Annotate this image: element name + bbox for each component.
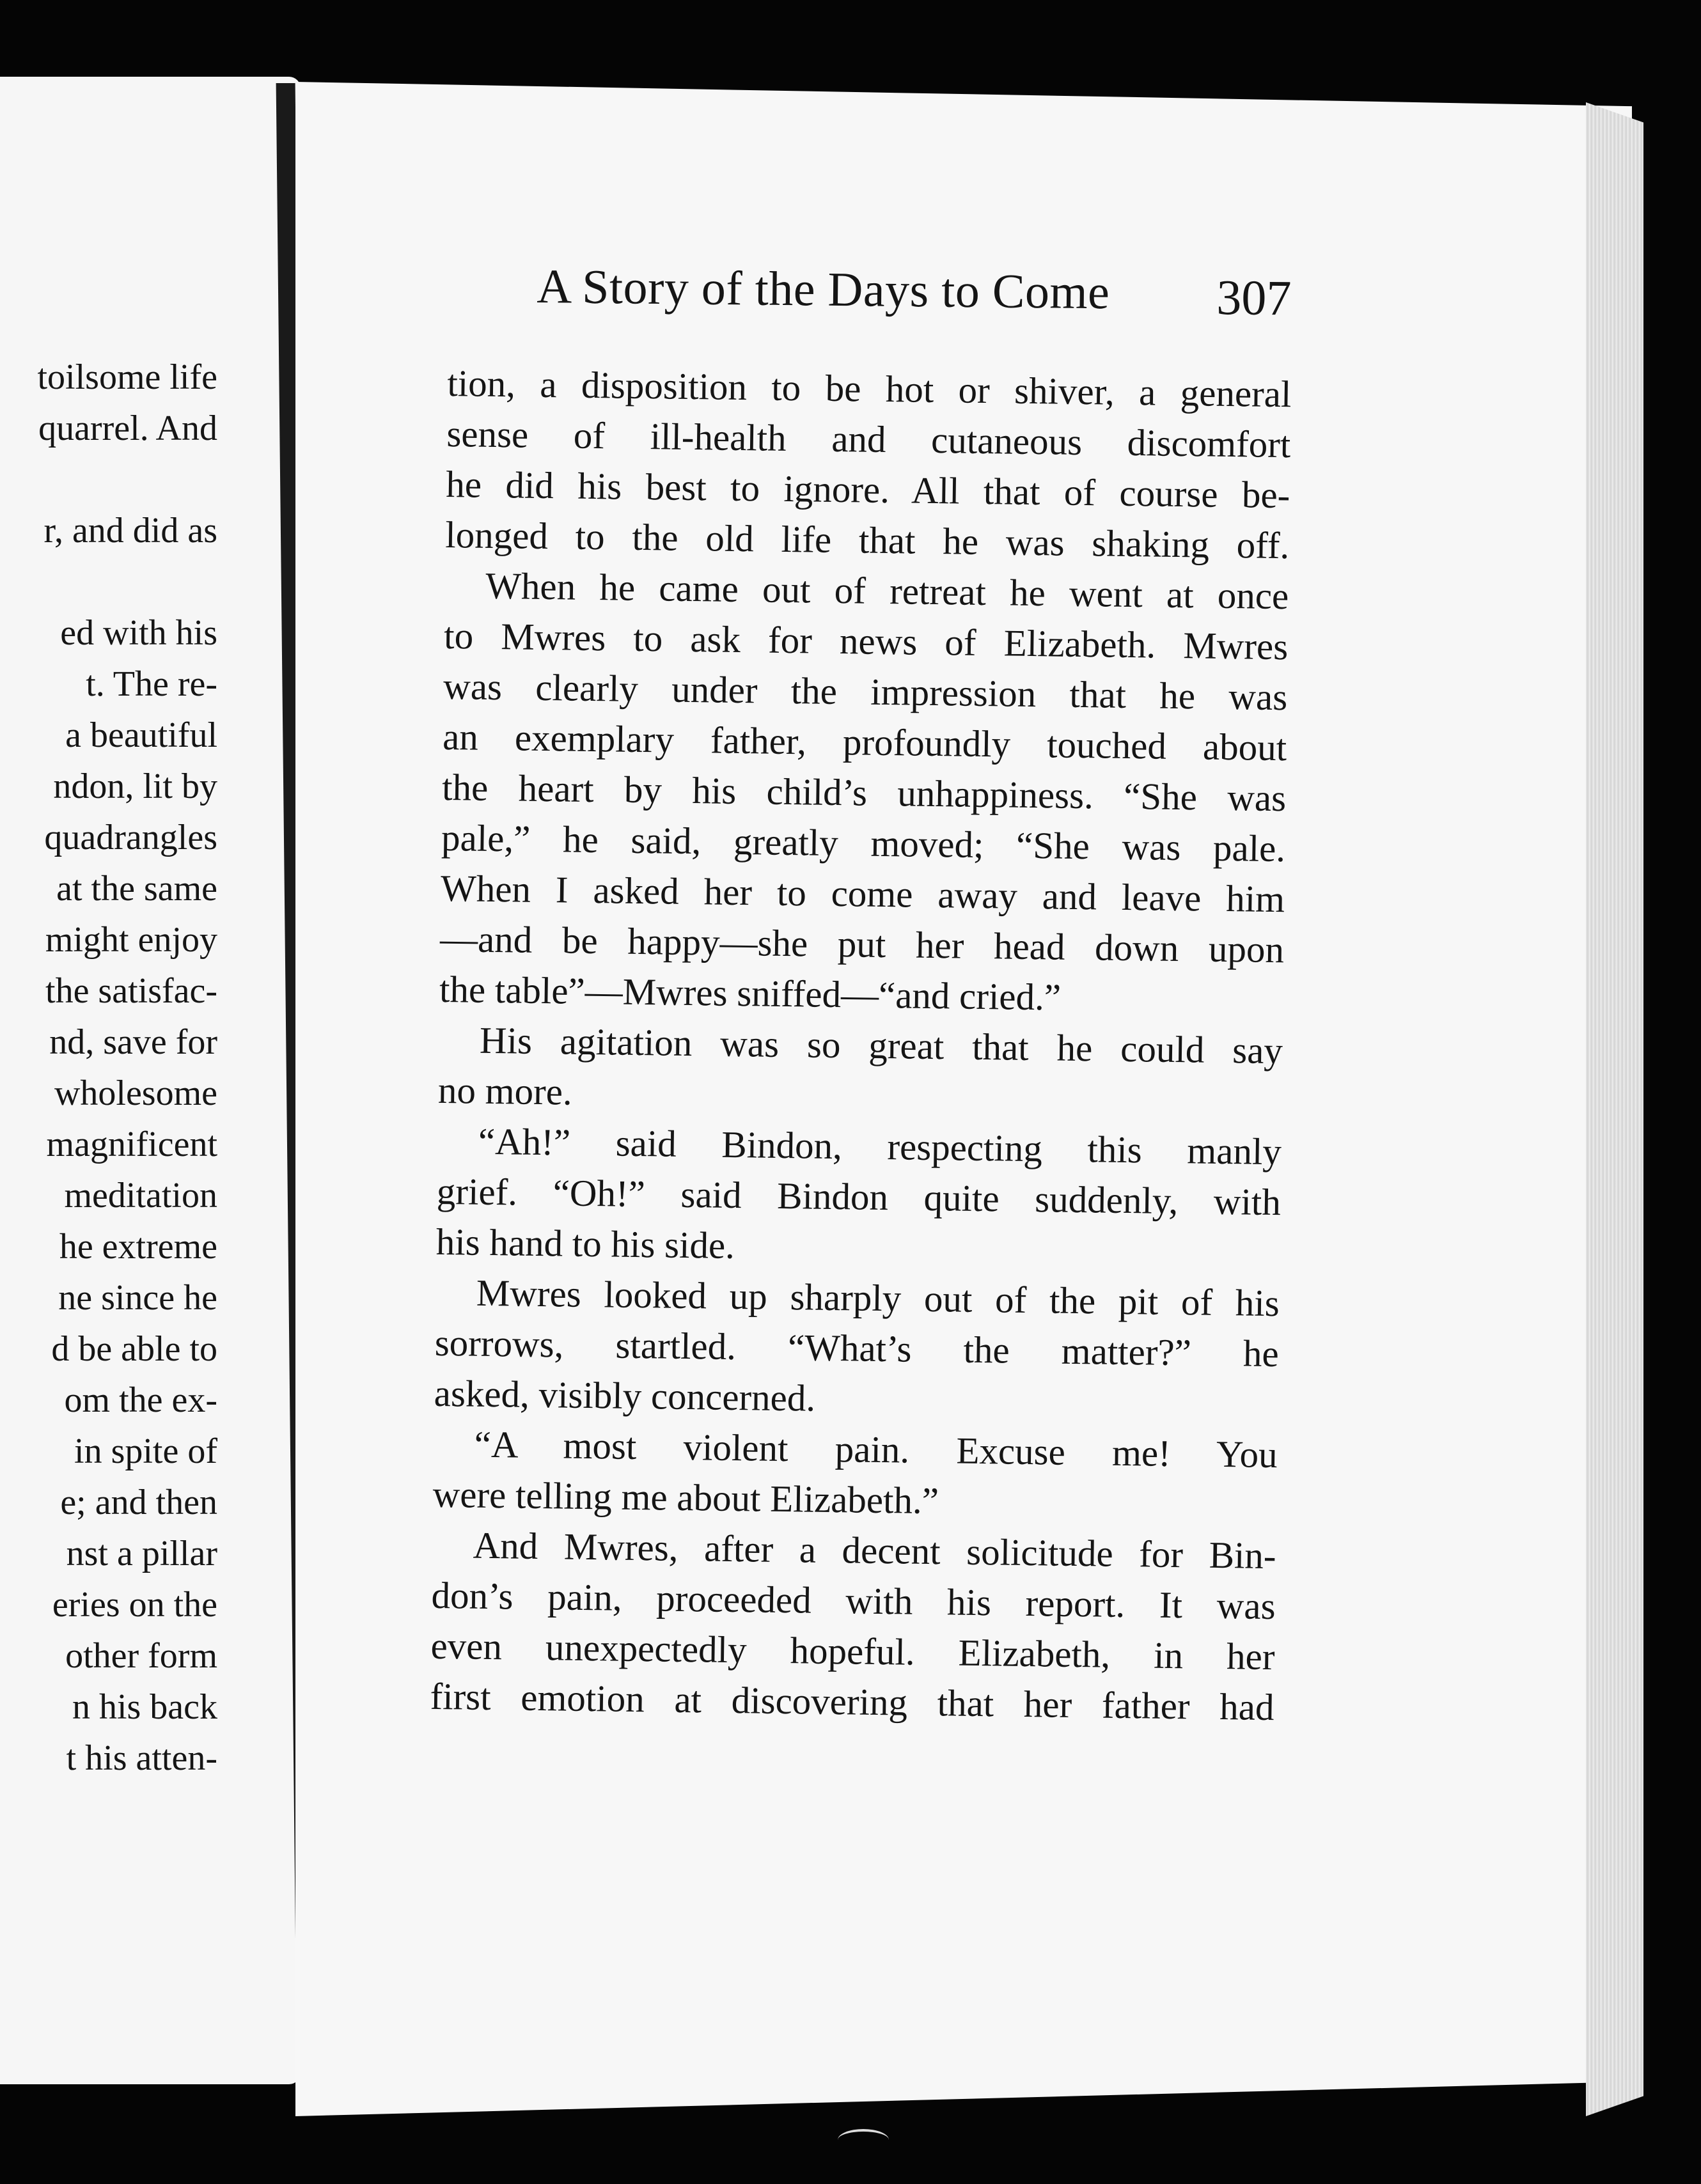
text-line: sorrows, startled. “What’s the matter?” he [434,1321,1280,1375]
left-page [0,77,301,2084]
text-line: was clearly under the impression that he was [443,664,1288,719]
left-page-line: ed with his [60,613,217,653]
text-line: he did his best to ignore. All that of course be- [445,462,1290,517]
text-line: asked, visibly concerned. [434,1371,816,1419]
text-line: His agitation was so great that he could say [479,1018,1283,1072]
left-page-line: meditation [64,1176,217,1215]
running-header [537,259,1292,326]
left-page-line: nd, save for [49,1022,217,1062]
left-page-line: a beautiful [65,715,217,755]
text-line: his hand to his side. [435,1220,735,1267]
left-page-line: the satisfac- [45,971,217,1011]
left-page-line: quadrangles [44,818,217,857]
left-page-line: quarrel. And [38,409,217,448]
text-line: first emotion at discovering that her father had [430,1674,1274,1729]
text-line: grief. “Oh!” said Bindon quite suddenly, with [436,1169,1282,1224]
left-page-line: at the same [56,869,217,909]
text-line: were telling me about Elizabeth.” [432,1472,939,1522]
running-title: A Story of the Days to Come [537,259,1110,320]
text-line: don’s pain, proceeded with his report. It was [431,1573,1276,1628]
text-line: pale,” he said, greatly moved; “She was pale. [441,816,1286,870]
left-page-line: t his atten- [66,1738,217,1778]
text-line: to Mwres to ask for news of Elizabeth. Mwres [443,614,1289,668]
page-number: 307 [1216,269,1292,326]
text-line: the heart by his child’s unhappiness. “She was [441,765,1287,820]
text-line: an exemplary father, profoundly touched about [442,715,1287,769]
left-page-line: ndon, lit by [53,767,217,806]
left-page-line: nst a pillar [66,1534,217,1573]
left-page-line: t. The re- [86,664,217,704]
left-page-line: eries on the [52,1585,217,1625]
text-line: —and be happy—she put her head down upon [439,917,1285,971]
left-page-line: in spite of [74,1431,217,1471]
text-line: When I asked her to come away and leave him [440,866,1285,921]
text-line: longed to the old life that he was shaking off. [444,513,1290,567]
text-line: Mwres looked up sharply out of the pit of his [476,1271,1280,1325]
left-page-line: toilsome life [37,357,217,397]
left-page-line: he extreme [59,1227,217,1267]
text-line: no more. [437,1068,573,1113]
left-page-line: magnificent [46,1125,217,1164]
left-page-line: wholesome [54,1073,217,1113]
text-line: “Ah!” said Bindon, respecting this manly [478,1119,1282,1173]
left-page-line: n his back [72,1687,217,1727]
text-line: “A most violent pain. Excuse me! You [474,1423,1278,1476]
text-line: the table”—Mwres sniffed—“and cried.” [439,967,1062,1018]
text-line: even unexpectedly hopeful. Elizabeth, in her [430,1624,1275,1678]
text-line: And Mwres, after a decent solicitude for Bin- [473,1524,1277,1577]
text-line: When he came out of retreat he went at once [485,564,1289,618]
left-page-line: r, and did as [43,511,217,550]
left-page-line: e; and then [60,1483,217,1522]
left-page-line: other form [65,1636,217,1676]
text-line: sense of ill-health and cutaneous discomfort [446,412,1291,466]
text-line: tion, a disposition to be hot or shiver, a general [447,361,1292,416]
left-page-line: d be able to [51,1329,217,1369]
left-page-line: might enjoy [45,920,217,960]
scan-smudge [838,2129,889,2151]
body-text [430,358,1292,1733]
page-edges [1586,102,1643,2116]
left-page-line: om the ex- [64,1380,217,1420]
left-page-line: ne since he [58,1278,217,1318]
